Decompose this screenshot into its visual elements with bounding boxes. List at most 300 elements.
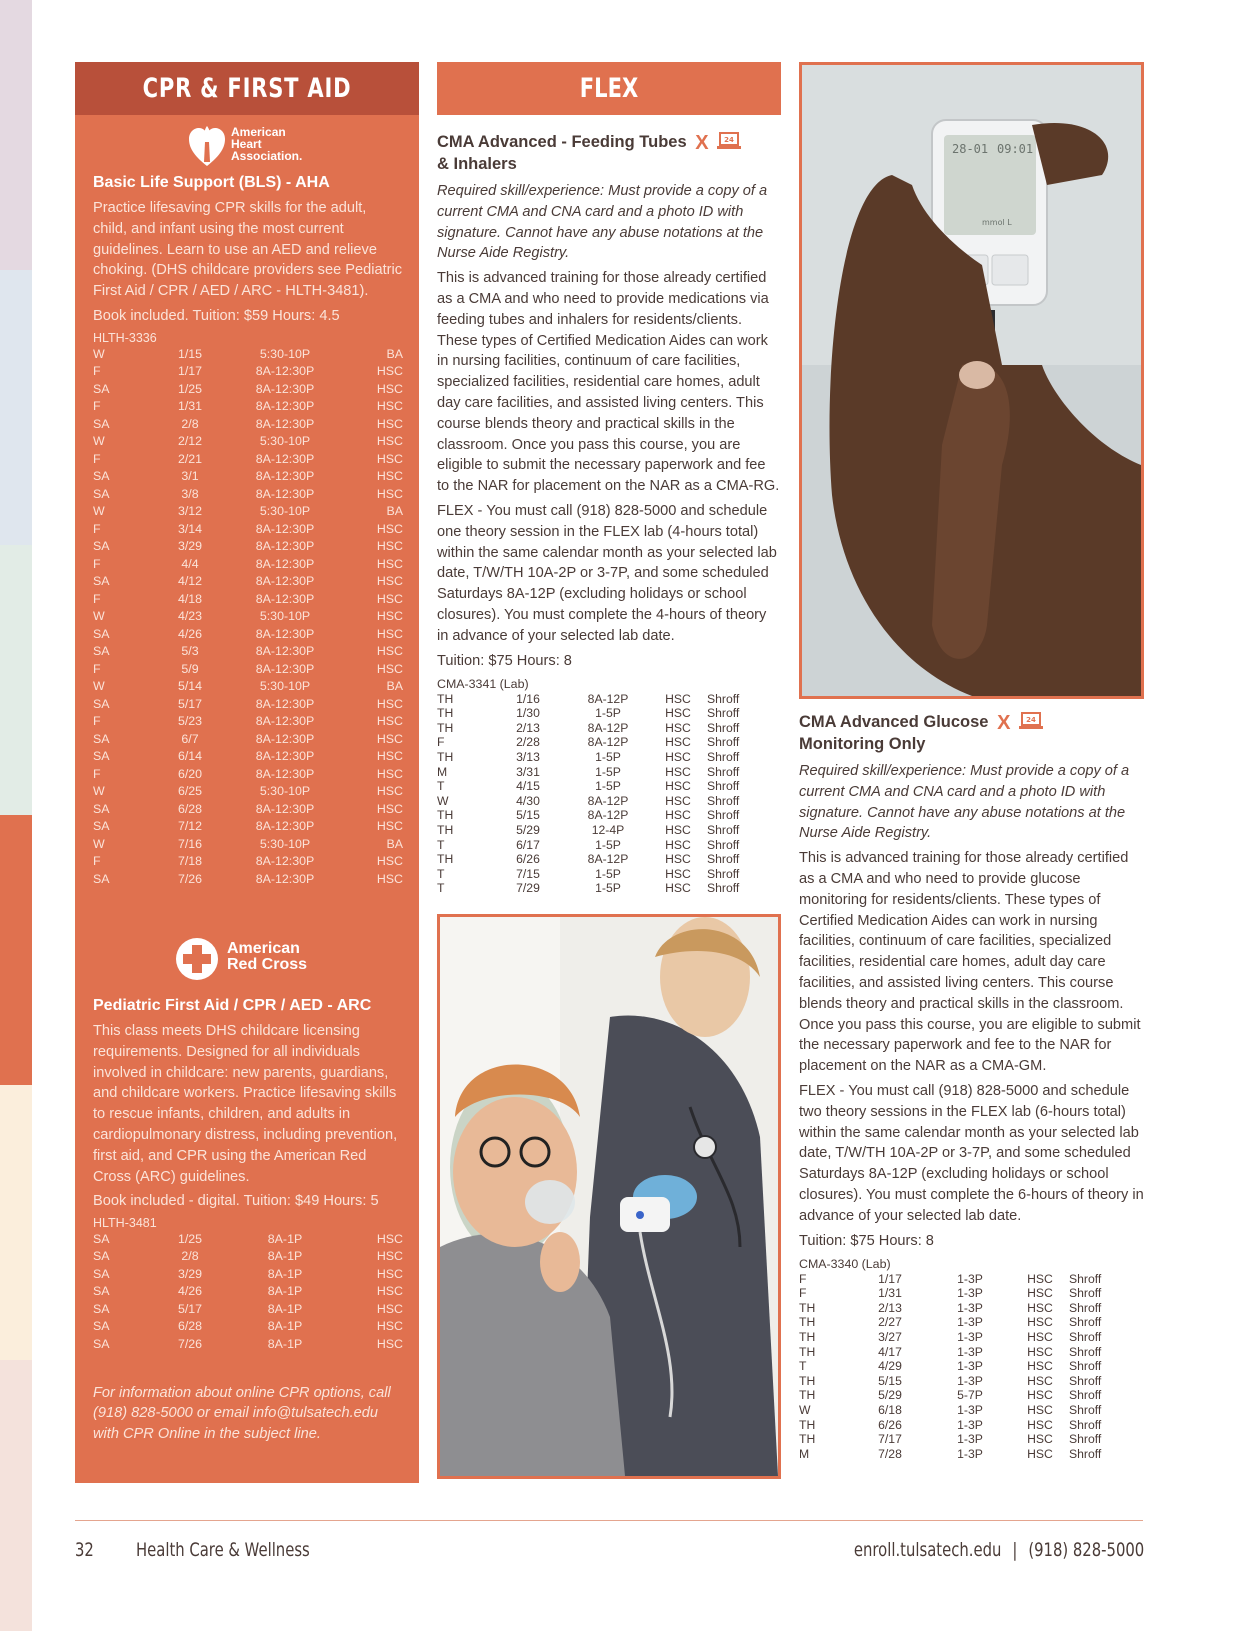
footer-website[interactable]: enroll.tulsatech.edu	[853, 1539, 1002, 1561]
bls-schedule-row-cell: F	[93, 451, 101, 466]
glucose-schedule-row-cell: 5/29	[878, 1388, 902, 1403]
feeding-tubes-schedule-row-cell: 3/31	[516, 764, 540, 779]
pediatric-schedule-row-cell: HSC	[376, 1231, 403, 1246]
bls-schedule-row-cell: 8A-12:30P	[255, 801, 315, 816]
red-cross-line1: American	[227, 940, 300, 957]
red-cross-logo-text	[227, 941, 307, 973]
bls-schedule-row-cell: 8A-12:30P	[255, 749, 315, 764]
bls-schedule-row-cell: HSC	[376, 661, 403, 676]
pediatric-section	[93, 997, 403, 1445]
bls-schedule-row	[93, 747, 403, 765]
glucose-schedule-row-cell: HSC	[1027, 1330, 1053, 1344]
pediatric-schedule-row-cell: 8A-1P	[267, 1266, 303, 1281]
glucose-schedule-row	[799, 1344, 1109, 1359]
bls-schedule-row	[93, 765, 403, 783]
glucose-requirement: Required skill/experience: Must provide a copy of a current CMA and CNA card and a photo ID with signature. Cannot have any abuse notations at the Nurse Aide Registry.	[799, 763, 1130, 842]
pediatric-schedule-row	[93, 1318, 403, 1336]
feeding-tubes-schedule-row-cell: 5/29	[516, 822, 540, 837]
bls-schedule-row-cell: 8A-12:30P	[255, 381, 315, 396]
bls-schedule-row-cell: 8A-12:30P	[255, 364, 315, 379]
feeding-tubes-schedule-row	[437, 837, 747, 852]
feeding-tubes-schedule-row	[437, 750, 747, 765]
glucose-schedule-row-cell: 1-3P	[957, 1373, 983, 1388]
pediatric-schedule-row-cell: SA	[93, 1336, 110, 1351]
bls-schedule-row-cell: 8A-12:30P	[255, 819, 315, 834]
glucose-schedule-row-cell: F	[799, 1271, 807, 1286]
bls-schedule-row-cell: HSC	[376, 714, 403, 729]
bls-schedule-row-cell: HSC	[376, 784, 403, 799]
bls-schedule-row	[93, 467, 403, 485]
pediatric-title: Pediatric First Aid / CPR / AED - ARC	[93, 997, 372, 1014]
bls-schedule-row-cell: SA	[93, 696, 110, 711]
bls-schedule-row-cell: F	[93, 556, 101, 571]
aha-logo-line2: Heart	[231, 137, 262, 151]
glucose-schedule-row-cell: Shroff	[1069, 1271, 1102, 1286]
bls-schedule-row	[93, 712, 403, 730]
red-cross-logo	[175, 937, 325, 983]
bls-schedule-row-cell: F	[93, 854, 101, 869]
bls-schedule-row	[93, 782, 403, 800]
feeding-tubes-schedule-row-cell: M	[437, 764, 448, 779]
feeding-tubes-schedule-row-cell: Shroff	[707, 764, 740, 779]
bls-schedule-row-cell: HSC	[376, 364, 403, 379]
pediatric-course-code: HLTH-3481	[93, 1216, 157, 1231]
bls-schedule-row-cell: 3/8	[181, 486, 199, 501]
bls-schedule-row-cell: F	[93, 714, 101, 729]
feeding-tubes-schedule-row-cell: 1-5P	[595, 779, 621, 794]
pediatric-schedule-row-cell: 5/17	[177, 1301, 203, 1316]
bls-schedule-row-cell: 5:30-10P	[259, 609, 311, 624]
bls-schedule-row-cell: 5:30-10P	[259, 679, 311, 694]
pediatric-schedule-row	[93, 1300, 403, 1318]
footer-phone: (918) 828-5000	[1028, 1539, 1144, 1561]
bls-schedule-row-cell: 8A-12:30P	[255, 644, 315, 659]
flex-header: FLEX	[579, 73, 639, 104]
glucose-tuition: Tuition: $75 Hours: 8	[799, 1232, 934, 1249]
bls-schedule-row-cell: HSC	[376, 399, 403, 414]
bls-schedule-row-cell: HSC	[376, 486, 403, 501]
online-laptop-icon	[1019, 712, 1043, 730]
footer-rule	[75, 1520, 1143, 1521]
bls-schedule-row	[93, 450, 403, 468]
glucose-schedule-row	[799, 1417, 1109, 1432]
bls-schedule-row-cell: HSC	[376, 539, 403, 554]
bls-schedule-row-cell: 1/25	[177, 381, 203, 396]
bls-schedule-row-cell: 8A-12:30P	[255, 854, 315, 869]
feeding-tubes-schedule-row-cell: HSC	[665, 793, 691, 808]
pediatric-schedule-row-cell: SA	[93, 1266, 110, 1281]
glucose-schedule-row-cell: 5-7P	[957, 1388, 983, 1403]
edge-strip-green	[0, 545, 32, 815]
feeding-tubes-schedule-row-cell: Shroff	[707, 822, 740, 837]
bls-schedule-row-cell: 6/25	[177, 784, 203, 799]
glucose-schedule-row-cell: TH	[799, 1330, 816, 1344]
bls-schedule-row-cell: 2/12	[177, 434, 203, 449]
glucose-schedule-row-cell: Shroff	[1069, 1344, 1102, 1359]
glucose-schedule-row	[799, 1330, 1109, 1345]
footer-contact	[854, 1539, 1144, 1561]
feeding-tubes-schedule-row-cell: 7/29	[516, 881, 540, 896]
feeding-tubes-schedule-row-cell: Shroff	[707, 750, 740, 764]
feeding-tubes-schedule-table	[437, 691, 747, 895]
bls-schedule-row	[93, 432, 403, 450]
pediatric-schedule-row-cell: 3/29	[177, 1266, 203, 1281]
bls-schedule-row-cell: SA	[93, 749, 110, 764]
glucose-schedule-row	[799, 1286, 1109, 1301]
footer-separator: |	[1012, 1539, 1018, 1561]
bls-schedule-row-cell: 1/17	[177, 364, 203, 379]
page-number: 32	[75, 1539, 94, 1561]
feeding-tubes-schedule-row-cell: Shroff	[707, 852, 740, 867]
feeding-tubes-schedule-row-cell: 6/26	[516, 852, 540, 867]
bls-schedule-row-cell: F	[93, 364, 101, 379]
bls-schedule-row	[93, 800, 403, 818]
glucose-schedule-row-cell: HSC	[1027, 1388, 1053, 1403]
bls-schedule-row	[93, 520, 403, 538]
feeding-tubes-schedule-row-cell: Shroff	[707, 808, 740, 823]
glucose-schedule-row-cell: 1-3P	[957, 1271, 983, 1286]
bls-tuition: Book included. Tuition: $59 Hours: 4.5	[93, 307, 340, 324]
nurse-inhaler-illustration	[440, 917, 778, 1476]
bls-schedule-row	[93, 555, 403, 573]
bls-schedule-row-cell: BA	[386, 836, 403, 851]
pediatric-schedule-row-cell: SA	[93, 1231, 110, 1246]
glucose-course-code: CMA-3340 (Lab)	[799, 1257, 891, 1272]
feeding-tubes-schedule-row-cell: HSC	[665, 691, 691, 706]
feeding-tubes-schedule-row-cell: HSC	[665, 822, 691, 837]
bls-schedule-row-cell: 8A-12:30P	[255, 556, 315, 571]
glucose-section	[799, 712, 1144, 1461]
bls-schedule-row-cell: SA	[93, 469, 110, 484]
feeding-tubes-schedule-row	[437, 691, 747, 706]
glucose-schedule-row-cell: 3/27	[878, 1330, 902, 1344]
bls-schedule-row-cell: 8A-12:30P	[255, 451, 315, 466]
feeding-tubes-schedule-row-cell: 2/13	[516, 720, 540, 735]
online-cpr-note: For information about online CPR options, call (918) 828-5000 or email info@tulsatech.edu with CPR Online in the subject line.	[93, 1384, 391, 1443]
feeding-tubes-schedule-row-cell: W	[437, 793, 449, 808]
feeding-tubes-schedule-row-cell: TH	[437, 750, 454, 764]
glucose-schedule-row-cell: TH	[799, 1432, 816, 1447]
pediatric-schedule-row	[93, 1265, 403, 1283]
feeding-tubes-schedule-row-cell: T	[437, 837, 445, 852]
feeding-tubes-schedule-row-cell: Shroff	[707, 691, 740, 706]
feeding-tubes-schedule-row-cell: 8A-12P	[587, 852, 629, 867]
bls-schedule-row-cell: SA	[93, 801, 110, 816]
glucose-schedule-row-cell: 1-3P	[957, 1300, 983, 1315]
bls-schedule-row-cell: F	[93, 399, 101, 414]
feeding-tubes-schedule-row-cell: 12-4P	[591, 822, 625, 837]
feeding-tubes-requirement: Required skill/experience: Must provide a copy of a current CMA and CNA card and a photo ID with signature. Cannot have any abuse notations at the Nurse Aide Registry.	[437, 183, 768, 262]
bls-schedule-row	[93, 695, 403, 713]
edge-strip-orange	[0, 815, 32, 1085]
bls-schedule-row	[93, 835, 403, 853]
bls-schedule-row-cell: W	[93, 609, 105, 624]
feeding-tubes-schedule-row-cell: Shroff	[707, 837, 740, 852]
glucose-schedule-row-cell: HSC	[1027, 1432, 1053, 1447]
feeding-tubes-schedule-row-cell: 1-5P	[595, 866, 621, 881]
aha-logo-line1: American	[231, 125, 286, 139]
glucose-schedule-row-cell: Shroff	[1069, 1446, 1102, 1461]
glucose-schedule-row-cell: 6/26	[878, 1417, 902, 1432]
bls-schedule-row	[93, 625, 403, 643]
pediatric-schedule-row	[93, 1335, 403, 1353]
glucose-schedule-row-cell: TH	[799, 1373, 816, 1388]
bls-schedule-row	[93, 572, 403, 590]
glucose-schedule-row	[799, 1403, 1109, 1418]
edge-strip-purple	[0, 0, 32, 270]
bls-schedule-row-cell: 4/12	[177, 574, 203, 589]
glucose-schedule-row-cell: 1-3P	[957, 1359, 983, 1374]
pediatric-schedule-table	[93, 1230, 403, 1353]
feeding-tubes-schedule-row-cell: 8A-12P	[587, 793, 629, 808]
feeding-tubes-tuition: Tuition: $75 Hours: 8	[437, 652, 572, 669]
bls-schedule-row	[93, 397, 403, 415]
glucose-schedule-row-cell: Shroff	[1069, 1432, 1102, 1447]
aha-logo-text	[231, 126, 302, 162]
pediatric-schedule-row	[93, 1230, 403, 1248]
bls-schedule-row-cell: 7/12	[177, 819, 203, 834]
bls-schedule-row	[93, 362, 403, 380]
pediatric-schedule-row-cell: SA	[93, 1284, 110, 1299]
nurse-inhaler-photo	[437, 914, 781, 1479]
bls-schedule-row-cell: 8A-12:30P	[255, 696, 315, 711]
glucometer-date: 28-01	[952, 142, 989, 156]
bls-schedule-row-cell: 3/29	[177, 539, 203, 554]
bls-schedule-row-cell: 6/20	[177, 766, 203, 781]
bls-schedule-row-cell: 5:30-10P	[259, 434, 311, 449]
feeding-tubes-title-line1: CMA Advanced - Feeding Tubes	[437, 133, 687, 151]
bls-schedule-row-cell: 1/15	[177, 346, 203, 361]
glucose-schedule-row	[799, 1373, 1109, 1388]
feeding-tubes-schedule-row	[437, 866, 747, 881]
feeding-tubes-schedule-row-cell: HSC	[665, 866, 691, 881]
bls-schedule-row-cell: 5/9	[181, 661, 199, 676]
glucose-flex-note: FLEX - You must call (918) 828-5000 and schedule two theory sessions in the FLEX lab (6-hours total) within the same calendar month as your selected lab date, T/W/TH 10A-2P or 3-7P, and some scheduled Saturdays 8A-12P (excluding holidays or school closures). You must complete the 6-hours of theory in advance of your selected lab date.	[799, 1082, 1144, 1224]
bls-schedule-row-cell: HSC	[376, 871, 403, 886]
bls-schedule-table	[93, 345, 403, 888]
feeding-tubes-schedule-row-cell: 8A-12P	[587, 720, 629, 735]
feeding-tubes-schedule-row-cell: Shroff	[707, 735, 740, 750]
cpr-header: CPR & FIRST AID	[113, 62, 381, 115]
feeding-tubes-schedule-row	[437, 881, 747, 896]
pediatric-schedule-row-cell: 8A-1P	[267, 1231, 303, 1246]
pediatric-schedule-row-cell: SA	[93, 1249, 110, 1264]
bls-schedule-row	[93, 537, 403, 555]
bls-schedule-row-cell: HSC	[376, 416, 403, 431]
pediatric-schedule-row-cell: 8A-1P	[267, 1319, 303, 1334]
glucose-schedule-row-cell: HSC	[1027, 1271, 1053, 1286]
edge-strip-blue	[0, 270, 32, 545]
glucometer-illustration	[802, 65, 1141, 696]
pediatric-schedule-row-cell: HSC	[376, 1336, 403, 1351]
bls-schedule-row-cell: 8A-12:30P	[255, 539, 315, 554]
bls-schedule-row-cell: 7/26	[177, 871, 203, 886]
cpr-panel	[75, 62, 419, 1483]
pediatric-schedule-row-cell: HSC	[376, 1284, 403, 1299]
bls-schedule-row	[93, 730, 403, 748]
bls-schedule-row-cell: 5/17	[177, 696, 203, 711]
feeding-tubes-schedule-row-cell: TH	[437, 808, 454, 823]
feeding-tubes-schedule-row-cell: HSC	[665, 720, 691, 735]
bls-schedule-row-cell: HSC	[376, 731, 403, 746]
flex-header-bar	[437, 62, 781, 115]
bls-schedule-row-cell: 5:30-10P	[259, 836, 311, 851]
feeding-tubes-schedule-row	[437, 735, 747, 750]
feeding-tubes-schedule-row-cell: HSC	[665, 881, 691, 896]
glucose-schedule-row	[799, 1301, 1109, 1316]
glucose-schedule-row-cell: TH	[799, 1344, 816, 1359]
feeding-tubes-schedule-row-cell: 3/13	[516, 750, 540, 764]
bls-schedule-row-cell: 8A-12:30P	[255, 714, 315, 729]
feeding-tubes-course-code: CMA-3341 (Lab)	[437, 677, 529, 692]
bls-schedule-row-cell: HSC	[376, 609, 403, 624]
bls-schedule-row-cell: F	[93, 766, 101, 781]
edge-strip-pink	[0, 1360, 32, 1631]
glucose-schedule-row-cell: TH	[799, 1388, 816, 1403]
bls-description: Practice lifesaving CPR skills for the adult, child, and infant using the most current guidelines. Learn to use an AED and relieve choking. (DHS childcare providers see Pediatric First Aid / CPR / AED / ARC - HLTH-3481).	[93, 200, 403, 300]
glucose-schedule-row-cell: HSC	[1027, 1300, 1053, 1315]
pediatric-schedule-row	[93, 1283, 403, 1301]
pediatric-schedule-row-cell: 2/8	[181, 1249, 199, 1264]
pediatric-schedule-row-cell: 7/26	[177, 1336, 203, 1351]
edge-strip-cream	[0, 1085, 32, 1360]
bls-schedule-row-cell: SA	[93, 574, 110, 589]
feeding-tubes-schedule-row-cell: 8A-12P	[587, 735, 629, 750]
bls-schedule-row	[93, 677, 403, 695]
glucose-schedule-row-cell: 1-3P	[957, 1446, 983, 1461]
glucose-schedule-row-cell: Shroff	[1069, 1300, 1102, 1315]
feeding-tubes-schedule-row-cell: 4/15	[516, 779, 540, 794]
feeding-tubes-schedule-row-cell: TH	[437, 706, 454, 721]
glucose-schedule-row-cell: 2/13	[878, 1300, 902, 1315]
bls-schedule-row-cell: 8A-12:30P	[255, 469, 315, 484]
bls-schedule-row-cell: 8A-12:30P	[255, 661, 315, 676]
feeding-tubes-schedule-row	[437, 779, 747, 794]
bls-schedule-row-cell: W	[93, 836, 105, 851]
aha-logo-line3: Association.	[231, 149, 303, 163]
glucose-schedule-row-cell: 4/17	[878, 1344, 902, 1359]
feeding-tubes-schedule-row	[437, 793, 747, 808]
pediatric-schedule-row-cell: SA	[93, 1301, 110, 1316]
glucose-schedule-row-cell: HSC	[1027, 1359, 1053, 1374]
glucose-schedule-row-cell: 1-3P	[957, 1315, 983, 1330]
glucose-schedule-row-cell: W	[799, 1402, 811, 1417]
bls-schedule-row-cell: HSC	[376, 381, 403, 396]
glucose-schedule-row-cell: Shroff	[1069, 1373, 1102, 1388]
bls-schedule-row-cell: SA	[93, 731, 110, 746]
bls-schedule-row-cell: F	[93, 521, 101, 536]
glucose-schedule-row-cell: 5/15	[878, 1373, 902, 1388]
bls-schedule-row-cell: SA	[93, 486, 110, 501]
bls-schedule-row	[93, 607, 403, 625]
bls-schedule-row-cell: 4/26	[177, 626, 203, 641]
glucose-schedule-row-cell: HSC	[1027, 1446, 1053, 1461]
feeding-tubes-schedule-row-cell: 1-5P	[595, 881, 621, 896]
bls-schedule-row-cell: HSC	[376, 696, 403, 711]
feeding-tubes-schedule-row-cell: 4/30	[516, 793, 540, 808]
bls-schedule-row	[93, 660, 403, 678]
pediatric-schedule-row-cell: 8A-1P	[267, 1301, 303, 1316]
bls-schedule-row-cell: 8A-12:30P	[255, 731, 315, 746]
pediatric-schedule-row	[93, 1248, 403, 1266]
glucose-schedule-row-cell: 7/17	[878, 1432, 902, 1447]
bls-schedule-row-cell: 6/7	[181, 731, 199, 746]
feeding-tubes-schedule-row-cell: T	[437, 866, 445, 881]
bls-schedule-row-cell: 6/28	[177, 801, 203, 816]
bls-schedule-row-cell: HSC	[376, 801, 403, 816]
feeding-tubes-schedule-row-cell: 1-5P	[595, 837, 621, 852]
glucose-schedule-row-cell: Shroff	[1069, 1315, 1102, 1330]
bls-schedule-row-cell: 1/31	[177, 399, 203, 414]
feeding-tubes-schedule-row-cell: HSC	[665, 735, 691, 750]
feeding-tubes-schedule-row-cell: Shroff	[707, 720, 740, 735]
bls-schedule-row-cell: 2/21	[177, 451, 203, 466]
glucose-schedule-row-cell: 1-3P	[957, 1330, 983, 1344]
glucose-schedule-row-cell: HSC	[1027, 1315, 1053, 1330]
bls-schedule-row-cell: 5/23	[177, 714, 203, 729]
bls-schedule-row	[93, 817, 403, 835]
feeding-tubes-schedule-row	[437, 764, 747, 779]
glucose-schedule-row-cell: HSC	[1027, 1286, 1053, 1301]
glucose-schedule-row-cell: 1/17	[878, 1271, 902, 1286]
bls-schedule-row-cell: HSC	[376, 469, 403, 484]
feeding-tubes-schedule-row-cell: HSC	[665, 750, 691, 764]
feeding-tubes-schedule-row-cell: 1-5P	[595, 706, 621, 721]
bls-schedule-row-cell: 4/23	[177, 609, 203, 624]
bls-schedule-row-cell: 8A-12:30P	[255, 591, 315, 606]
feeding-tubes-schedule-row	[437, 721, 747, 736]
feeding-tubes-schedule-row-cell: Shroff	[707, 881, 740, 896]
glucose-schedule-row-cell: Shroff	[1069, 1388, 1102, 1403]
red-cross-icon	[175, 937, 219, 981]
feeding-tubes-schedule-row-cell: TH	[437, 691, 454, 706]
glucometer-time: 09:01	[997, 142, 1034, 156]
bls-schedule-row-cell: 3/1	[181, 469, 199, 484]
pediatric-schedule-row-cell: 8A-1P	[267, 1336, 303, 1351]
bls-schedule-row-cell: W	[93, 784, 105, 799]
bls-schedule-row-cell: 5:30-10P	[259, 504, 311, 519]
bls-schedule-row-cell: 8A-12:30P	[255, 626, 315, 641]
bls-schedule-row	[93, 642, 403, 660]
feeding-tubes-schedule-row-cell: HSC	[665, 779, 691, 794]
bls-schedule-row-cell: HSC	[376, 591, 403, 606]
bls-schedule-row-cell: 4/18	[177, 591, 203, 606]
bls-schedule-row	[93, 415, 403, 433]
feeding-tubes-schedule-row-cell: Shroff	[707, 706, 740, 721]
glucose-schedule-row-cell: M	[799, 1446, 810, 1461]
pediatric-schedule-row-cell: HSC	[376, 1266, 403, 1281]
online-laptop-icon	[717, 132, 741, 150]
bls-schedule-row-cell: 5:30-10P	[259, 346, 311, 361]
feeding-tubes-schedule-row	[437, 823, 747, 838]
feeding-tubes-schedule-row-cell: 1/30	[516, 706, 540, 721]
pediatric-schedule-row-cell: 4/26	[177, 1284, 203, 1299]
feeding-tubes-schedule-row-cell: 8A-12P	[587, 808, 629, 823]
glucose-schedule-row-cell: 1-3P	[957, 1344, 983, 1359]
red-cross-line2: Red Cross	[227, 956, 308, 973]
glucose-schedule-row-cell: HSC	[1027, 1344, 1053, 1359]
bls-schedule-row-cell: 3/14	[177, 521, 203, 536]
glucose-schedule-row	[799, 1388, 1109, 1403]
bls-course-code: HLTH-3336	[93, 330, 157, 345]
glucometer-photo	[799, 62, 1144, 699]
feeding-tubes-schedule-row-cell: T	[437, 779, 445, 794]
glucose-schedule-row-cell: 1-3P	[957, 1432, 983, 1447]
glucose-title	[799, 712, 1144, 755]
glucose-schedule-row-cell: F	[799, 1286, 807, 1301]
bls-schedule-row-cell: BA	[386, 679, 403, 694]
pediatric-schedule-row-cell: 1/25	[177, 1231, 203, 1246]
